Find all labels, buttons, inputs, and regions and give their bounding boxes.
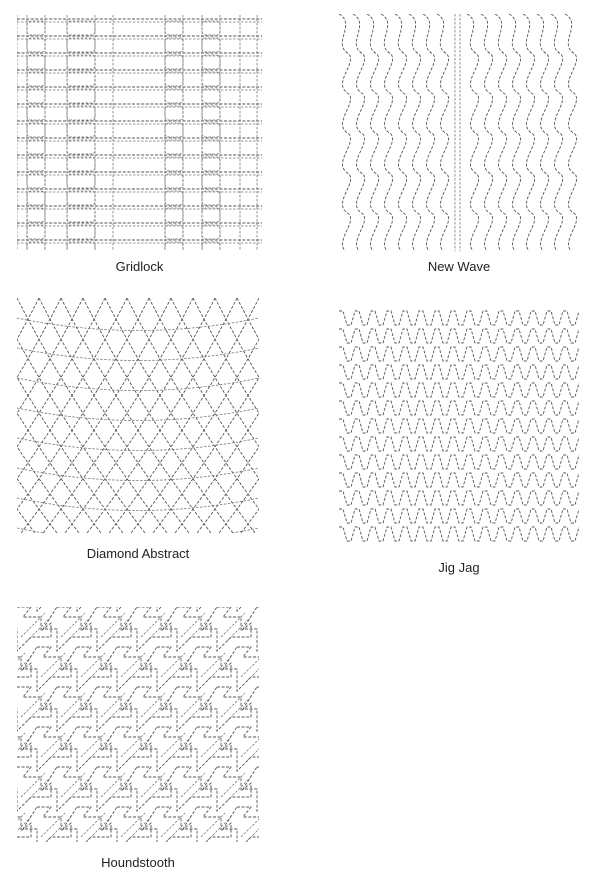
jig-jag-stitch [339,311,579,325]
gridlock-box-stitch [202,208,220,222]
diamond-abstract-stitch [61,298,211,533]
houndstooth-tooth-stitch [163,607,211,651]
diamond-abstract-stitch [17,298,149,533]
houndstooth-tooth-stitch [103,807,151,842]
diamond-abstract-cross-stitch [17,378,259,391]
houndstooth-tooth-stitch [223,647,259,691]
houndstooth-tooth-stitch [17,807,31,842]
houndstooth-tooth-stitch [183,647,231,691]
diamond-abstract-stitch [17,298,127,533]
gridlock-box-stitch [165,174,183,188]
gridlock-box-stitch [202,225,220,239]
gridlock-box-stitch [202,123,220,137]
jig-jag-pattern-image [339,303,579,543]
diamond-abstract-stitch [21,298,171,533]
gridlock-box-stitch [67,208,95,222]
diamond-abstract-cross-stitch [17,468,259,481]
jig-jag-stitch [339,347,579,361]
houndstooth-tooth-stitch [83,607,131,651]
gridlock-pattern-image [17,15,262,250]
houndstooth-tooth-stitch [203,767,251,811]
diamond-abstract-stitch [193,298,259,533]
new-wave-stitch [481,14,493,251]
gridlock-box-stitch [67,55,95,69]
gridlock-box-stitch [27,55,45,69]
gridlock-box-stitch [165,157,183,171]
diamond-abstract-stitch [17,298,167,533]
houndstooth-tooth-stitch [63,647,111,691]
new-wave-stitch [423,14,435,251]
jig-jag-pattern-tile [339,303,579,543]
gridlock-box-stitch [165,123,183,137]
gridlock-box-stitch [27,225,45,239]
gridlock-box-stitch [202,89,220,103]
diamond-abstract-stitch [215,298,259,533]
gridlock-box-stitch [27,140,45,154]
gridlock-box-stitch [27,106,45,120]
new-wave-stitch [467,14,479,251]
diamond-abstract-stitch [17,298,35,533]
houndstooth-tooth-stitch [43,767,91,811]
houndstooth-tooth-stitch [243,687,259,731]
gridlock-box-stitch [165,106,183,120]
jig-jag-stitch [339,473,579,487]
houndstooth-tooth-stitch [83,767,131,811]
gridlock-box-stitch [27,72,45,86]
diamond-abstract-pattern-image [17,298,259,533]
gridlock-box-stitch [27,157,45,171]
new-wave-stitch [437,14,449,251]
new-wave-stitch [523,14,535,251]
gridlock-box-stitch [67,21,95,35]
houndstooth-tooth-stitch [203,607,251,651]
gridlock-box-stitch [67,174,95,188]
jig-jag-stitch [339,365,579,379]
diamond-abstract-stitch [109,298,259,533]
gridlock-box-stitch [165,208,183,222]
gridlock-box-stitch [202,140,220,154]
gridlock-box-stitch [27,38,45,52]
new-wave-stitch [537,14,549,251]
new-wave-stitch [381,14,393,251]
houndstooth-tooth-stitch [143,727,191,771]
gridlock-box-stitch [202,38,220,52]
houndstooth-tooth-stitch [163,687,211,731]
gridlock-box-stitch [67,38,95,52]
diamond-abstract-stitch [87,298,237,533]
houndstooth-tooth-stitch [123,607,171,651]
gridlock-box-stitch [202,191,220,205]
gridlock-box-stitch [165,21,183,35]
new-wave-pattern-image [339,14,579,251]
jig-jag-stitch [339,491,579,505]
gridlock-box-stitch [67,123,95,137]
jig-jag-stitch [339,329,579,343]
new-wave-stitch [495,14,507,251]
gridlock-box-stitch [202,21,220,35]
diamond-abstract-cross-stitch [17,498,259,511]
gridlock-box-stitch [202,55,220,69]
houndstooth-tooth-stitch [223,727,259,771]
new-wave-stitch [409,14,421,251]
gridlock-box-stitch [165,89,183,103]
gridlock-box-stitch [165,38,183,52]
new-wave-caption: New Wave [427,259,491,274]
houndstooth-tooth-stitch [163,767,211,811]
jig-jag-stitch [339,383,579,397]
new-wave-stitch [367,14,379,251]
houndstooth-tooth-stitch [23,807,71,842]
diamond-abstract-stitch [153,298,259,533]
gridlock-box-stitch [165,225,183,239]
gridlock-box-stitch [202,72,220,86]
jig-jag-stitch [339,509,579,523]
gridlock-box-stitch [202,157,220,171]
new-wave-stitch [339,14,351,251]
diamond-abstract-stitch [65,298,215,533]
houndstooth-tooth-stitch [17,607,31,611]
houndstooth-tooth-stitch [203,687,251,731]
gridlock-pattern-tile [17,15,262,250]
gridlock-box-stitch [67,106,95,120]
gridlock-box-stitch [202,174,220,188]
gridlock-box-stitch [67,89,95,103]
new-wave-stitch [395,14,407,251]
diamond-abstract-stitch [241,298,259,533]
houndstooth-tooth-stitch [63,727,111,771]
houndstooth-tooth-stitch [223,607,259,611]
gridlock-box-stitch [165,140,183,154]
houndstooth-tooth-stitch [143,647,191,691]
new-wave-stitch [353,14,365,251]
houndstooth-tooth-stitch [183,807,231,842]
jig-jag-stitch [339,437,579,451]
gridlock-box-stitch [67,140,95,154]
gridlock-caption: Gridlock [115,259,164,274]
houndstooth-tooth-stitch [83,687,131,731]
gridlock-box-stitch [165,55,183,69]
jig-jag-stitch [339,455,579,469]
jig-jag-stitch [339,401,579,415]
diamond-abstract-stitch [127,298,259,533]
gridlock-box-stitch [67,72,95,86]
diamond-abstract-stitch [17,298,39,533]
gridlock-box-stitch [67,157,95,171]
diamond-abstract-cross-stitch [17,408,259,421]
diamond-abstract-stitch [83,298,233,533]
gridlock-box-stitch [67,225,95,239]
gridlock-box-stitch [67,191,95,205]
houndstooth-tooth-stitch [63,807,111,842]
diamond-abstract-stitch [17,298,123,533]
houndstooth-tooth-stitch [243,767,259,811]
houndstooth-pattern-tile [17,607,259,842]
houndstooth-tooth-stitch [123,767,171,811]
new-wave-stitch [551,14,563,251]
gridlock-box-stitch [27,89,45,103]
gridlock-box-stitch [27,21,45,35]
houndstooth-tooth-stitch [243,607,259,651]
houndstooth-tooth-stitch [23,647,71,691]
diamond-abstract-stitch [105,298,255,533]
jig-jag-stitch [339,527,579,541]
gridlock-box-stitch [27,174,45,188]
diamond-abstract-pattern-tile [17,298,259,533]
new-wave-stitch [565,14,577,251]
diamond-abstract-stitch [149,298,259,533]
jig-jag-caption: Jig Jag [438,560,480,575]
diamond-abstract-stitch [237,298,259,533]
gridlock-box-stitch [202,106,220,120]
new-wave-stitch [509,14,521,251]
jig-jag-stitch [339,419,579,433]
houndstooth-pattern-image [17,607,259,842]
new-wave-pattern-tile [339,14,579,251]
diamond-abstract-cross-stitch [17,438,259,451]
houndstooth-caption: Houndstooth [101,855,175,870]
gridlock-box-stitch [27,191,45,205]
houndstooth-tooth-stitch [43,687,91,731]
houndstooth-tooth-stitch [103,647,151,691]
houndstooth-tooth-stitch [123,687,171,731]
houndstooth-tooth-stitch [143,807,191,842]
gridlock-box-stitch [165,191,183,205]
houndstooth-tooth-stitch [23,727,71,771]
houndstooth-tooth-stitch [43,607,91,651]
gridlock-box-stitch [165,72,183,86]
diamond-abstract-stitch [17,298,83,533]
houndstooth-tooth-stitch [103,727,151,771]
gridlock-box-stitch [27,123,45,137]
gridlock-box-stitch [27,208,45,222]
diamond-abstract-stitch [17,298,61,533]
diamond-abstract-stitch [43,298,193,533]
diamond-abstract-caption: Diamond Abstract [86,546,190,561]
houndstooth-tooth-stitch [183,727,231,771]
